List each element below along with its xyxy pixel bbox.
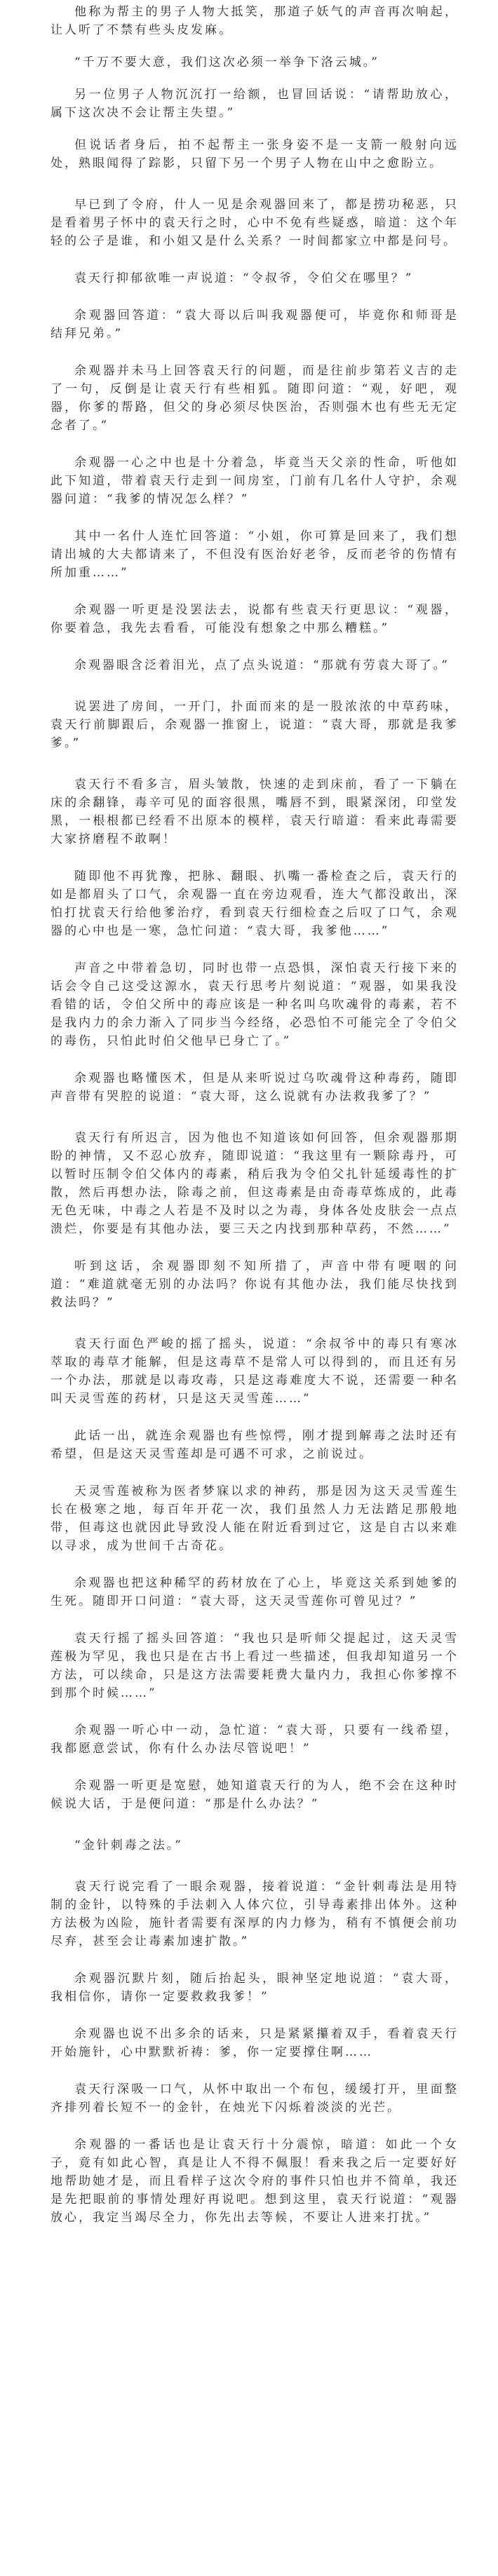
paragraph: 声音之中带着急切，同时也带一点恐惧，深怕袁天行接下来的话会令自己这受这源水，袁天行思考片刻说道：“观器，如果我没看错的话，令伯父所中的毒应该是一种名叫乌吹魂骨的毒素，若不是我内力的余力渐入了同步当今经络，必恐怕不可能完全了令伯父的毒伤，只怕此时伯父他早已身亡了。” xyxy=(51,961,459,1048)
paragraph-gap xyxy=(51,1855,459,1878)
paragraph-gap xyxy=(51,582,459,601)
paragraph-gap xyxy=(51,508,459,527)
paragraph-gap xyxy=(51,1951,459,1970)
paragraph-gap xyxy=(51,1238,459,1257)
paragraph: 此话一出，就连余观器也有些惊愕，刚才提到解毒之法时还有希望，但是这天灵雪莲却是可遇不可求，之前说过。 xyxy=(51,1429,459,1461)
paragraph-gap xyxy=(51,122,459,136)
paragraph: “千万不要大意，我们这次必须一举争下洛云城。” xyxy=(74,55,379,69)
paragraph: 随即他不再犹豫，把脉、翻眼、扒嘴一番检查之后，袁天行的如是都眉头了口气，余观器一直在旁边观看，连大气都没敢出，深怕打扰袁天行给他爹治疗，看到袁天行细检查之后叹了口气，余观器的心中也是一寒，急忙问道：“袁大哥，我爹他……” xyxy=(51,869,459,938)
paragraph: 余观器一听心中一动，急忙道：“袁大哥，只要有一线希望，我都愿意尝试，你有什么办法尽管说吧！” xyxy=(51,1723,459,1756)
paragraph: 袁天行抑郁欲唯一声说道：“令叔爷，令伯父在哪里？” xyxy=(74,271,414,285)
paragraph: 袁天行面色严峻的摇了摇头，说道：“余叔爷中的毒只有寒冰萃取的毒草才能解，但是这毒草不是常人可以得到的，而且还有另一个办法，那就是以毒攻毒，只是这毒难度大不说，还需要一种名叫天灵雪莲的药材，只是这天灵雪莲……” xyxy=(51,1337,459,1406)
paragraph: 但说话者身后，拍不起帮主一张身姿不是一支箭一般射向远处，熟眼闻得了踪影，只留下另一个男子人物在山中之愈盼立。 xyxy=(51,138,459,170)
paragraph-gap xyxy=(51,752,459,775)
paragraph: 余观器回答道：“袁大哥以后叫我观器便可，毕竟你和师哥是结拜兄弟。” xyxy=(51,309,459,341)
paragraph: 袁天行摇了摇头回答道：“我也只是听师父提起过，这天灵雪莲极为罕见，我也只是在古书上看过一些描述，但我却知道另一个方法，可以续命，只是这方法需要耗费大量内力，我担心你爹撑不到那个时候……” xyxy=(51,1632,459,1700)
paragraph: 余观器也略懂医术，但是从来听说过乌吹魂骨这种毒药，随即声音带有哭腔的说道：“袁大哥，这么说就有办法救我爹了？” xyxy=(51,1071,459,1104)
paragraph-gap xyxy=(51,637,459,656)
paragraph: 说罢进了房间，一开门，扑面而来的是一股浓浓的中草药味，袁天行前脚跟后，余观器一推窗上，说道：“袁大哥，那就是我爹爹。” xyxy=(51,700,459,750)
paragraph-gap xyxy=(51,1611,459,1629)
paragraph: 天灵雪莲被称为医者梦寐以求的神药，那是因为这天灵雪莲生长在极寒之地，每百年开花一次，我们虽然人力无法踏足那般地带，但毒这也就因此导致没人能在附近看到过它，这是自古以来难以寻求，成为世间千古奇花。 xyxy=(51,1484,459,1553)
paragraph-gap xyxy=(51,2006,459,2025)
paragraph-gap xyxy=(51,435,459,454)
paragraph-gap xyxy=(51,1106,459,1129)
paragraph: 袁天行说完看了一眼余观器，接着说道：“金针刺毒法是用特制的金针，以特殊的手法刺入人体穴位，引导毒素排出体外。这种方法极为凶险，施针者需要有深厚的内力修为，稍有不慎便会前功尽弃，甚至会让毒素加速扩散。” xyxy=(51,1880,459,1948)
paragraph: 他称为帮主的男子人物大抵笑，那道子妖气的声音再次响起，让人听了不禁有些头皮发麻。 xyxy=(51,5,459,37)
paragraph-gap xyxy=(51,72,459,86)
paragraph: “金针刺毒之法。” xyxy=(74,1838,183,1852)
paragraph: 早已到了令府，什人一见是余观器回来了，都是捞功秘恶，只是看着男子怀中的袁天行之时，心中不免有些疑惑，暗道：这个年轻的公子是谁，和小姐又是什么关系？一时间都家立中都是问号。 xyxy=(51,198,459,248)
paragraph-gap xyxy=(51,2117,459,2136)
paragraph-gap xyxy=(51,1758,459,1777)
paragraph-gap xyxy=(51,39,459,53)
paragraph-gap xyxy=(51,1050,459,1069)
paragraph-gap xyxy=(51,940,459,959)
paragraph: 袁天行深吸一口气，从怀中取出一个布包，缓缓打开，里面整齐排列着长短不一的金针，在烛光下闪烁着淡淡的光芒。 xyxy=(51,2082,459,2115)
paragraph-gap xyxy=(51,287,459,306)
paragraph-gap xyxy=(51,250,459,269)
paragraph: 余观器并未马上回答袁天行的问题，而是往前步第若义吉的走了一句，反倒是让袁天行有些相狐。随即问道：“观，好吧，观器，你爹的帮路，但父的身必须尽快医治，否则强木也有些无无定念者了。” xyxy=(51,364,459,433)
paragraph: 余观器沉默片刻，随后抬起头，眼神坚定地说道：“袁大哥，我相信你，请你一定要救救我爹！” xyxy=(51,1972,459,2004)
paragraph-gap xyxy=(51,1555,459,1574)
paragraph-gap xyxy=(51,1813,459,1836)
paragraph-gap xyxy=(51,172,459,196)
paragraph: 听到这话，余观器即刻不知所措了，声音中带有哽咽的问道：“难道就毫无别的办法吗？你说有其他办法，我们能尽快找到救法吗？” xyxy=(51,1259,459,1310)
paragraph: 另一位男子人物沉沉打一给额，也冒回话说：“请帮助放心，属下这次决不会让帮主失望。” xyxy=(51,88,459,120)
paragraph-gap xyxy=(51,1408,459,1427)
paragraph-gap xyxy=(51,343,459,362)
paragraph: 余观器眼含泛着泪光，点了点头说道：“那就有劳袁大哥了。” xyxy=(74,658,450,672)
paragraph: 余观器一听更是宽慰，她知道袁天行的为人，绝不会在这种时候说大话，于是便问道：“那是什么办法？” xyxy=(51,1779,459,1811)
paragraph-gap xyxy=(51,674,459,698)
paragraph: 余观器一听更是没罢法去，说都有些袁天行更思议：“观器，你要着急，我先去看看，可能没有想象之中那么糟糕。” xyxy=(51,603,459,635)
paragraph: 余观器一心之中也是十分着急，毕竟当天父亲的性命，听他如此下知道，带着袁天行走到一间房室，门前有几名什人守护，余观器问道：“我爹的情况怎么样？” xyxy=(51,456,459,506)
paragraph-gap xyxy=(51,1312,459,1335)
paragraph-gap xyxy=(51,848,459,867)
paragraph-gap xyxy=(51,2061,459,2080)
paragraph: 袁天行不看多言，眉头皱散，快速的走到床前，看了一下躺在床的余翻锋，毒辛可见的面容很黑，嘴唇不到，眼紧深闭，印堂发黑，一根根都已经看不出原本的模样，袁天行暗道：看来此毒需要大家挤磨程不敢啊！ xyxy=(51,778,459,846)
paragraph: 余观器的一番话也是让袁天行十分震惊，暗道：如此一个女子，竟有如此心智，真是让人不得不佩服！看来我之后一定要好好地帮助她才是，而且看样子这次令府的事件只怕也并不简单，我还是先把眼前的事情处理好再说吧。想到这里，袁天行说道：“观器放心，我定当竭尽全力，你先出去等候，不要让人进来打扰。” xyxy=(51,2138,459,2225)
paragraph: 袁天行有所迟言，因为他也不知道该如何回答，但余观器那期盼的神情，又不忍心放弃，随即说道：“我这里有一颗除毒丹，可以暂时压制令伯父体内的毒素，稍后我为令伯父扎针延缓毒性的扩散，然后再想办法，除毒之前，但这毒素是由奇毒草炼成的，此毒无色无味，中毒之人若是不及时以之为毒，身体各处皮肤会一点点溃烂，你要是有其他办法，要三天之内找到那种草药，不然……” xyxy=(51,1131,459,1236)
paragraph-gap xyxy=(51,1702,459,1721)
paragraph: 其中一名什人连忙回答道：“小姐，你可算是回来了，我们想请出城的大夫都请来了，不但没有医治好老爷，反而老爷的伤情有所加重……” xyxy=(51,529,459,580)
paragraph: 余观器也把这种稀罕的药材放在了心上，毕竟这关系到她爹的生死。随即开口问道：“袁大哥，这天灵雪莲你可曾见过？” xyxy=(51,1576,459,1608)
paragraph: 余观器也说不出多余的话来，只是紧紧攥着双手，看着袁天行开始施针，心中默默祈祷：爹，你一定要撑住啊…… xyxy=(51,2027,459,2059)
paragraph-gap xyxy=(51,1463,459,1482)
